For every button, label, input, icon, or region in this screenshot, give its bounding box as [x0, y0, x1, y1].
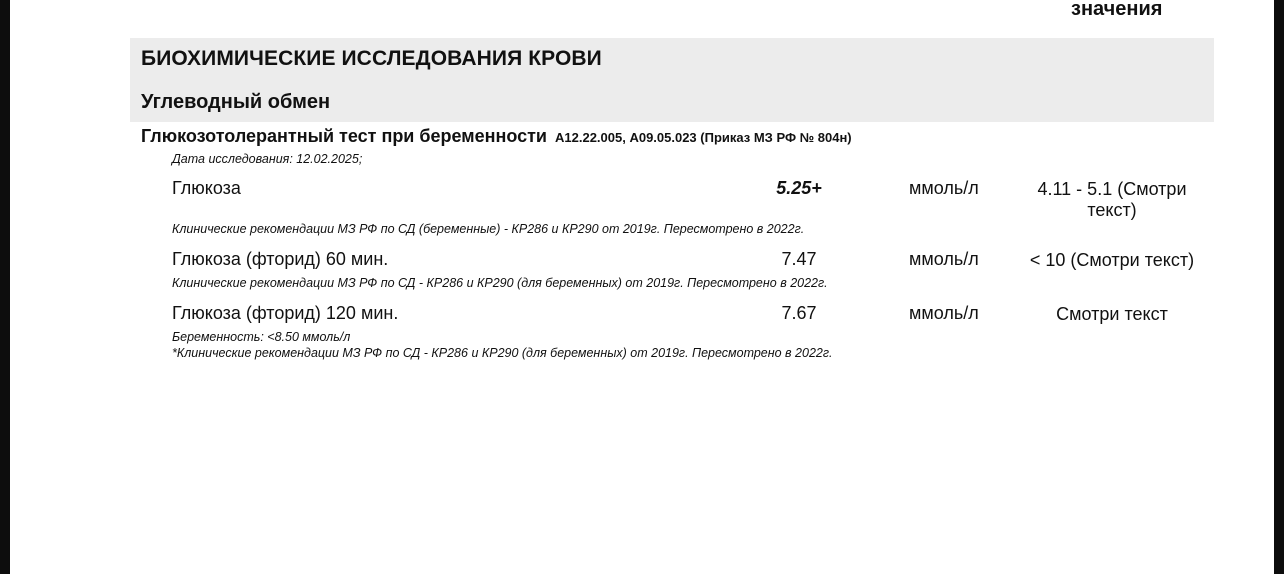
result-note-pregnancy: Беременность: <8.50 ммоль/л	[172, 330, 351, 344]
result-value-glucose-120: 7.67	[781, 303, 817, 323]
result-name-glucose: Глюкоза	[172, 178, 241, 198]
section-title: БИОХИМИЧЕСКИЕ ИССЛЕДОВАНИЯ КРОВИ	[141, 47, 602, 70]
result-unit-glucose-120: ммоль/л	[909, 303, 979, 323]
test-title-line	[141, 126, 852, 147]
document-page	[10, 0, 1274, 574]
result-value-glucose: 5.25+	[776, 178, 822, 198]
result-reference-glucose-60: < 10 (Смотри текст)	[1029, 250, 1195, 270]
result-value-glucose-60: 7.47	[781, 249, 817, 269]
result-note-glucose-60: Клинические рекомендации МЗ РФ по СД - КР286 и КР290 (для беременных) от 2019г. Пересмотрено в 2022г.	[172, 276, 828, 290]
study-date: Дата исследования: 12.02.2025;	[172, 152, 363, 166]
result-unit-glucose-60: ммоль/л	[909, 249, 979, 269]
result-name-glucose-120: Глюкоза (фторид) 120 мин.	[172, 303, 399, 323]
subsection-title: Углеводный обмен	[141, 91, 331, 113]
reference-column-header: значения	[1071, 0, 1163, 20]
result-unit-glucose: ммоль/л	[909, 178, 979, 198]
test-title: Глюкозотолерантный тест при беременности	[141, 126, 547, 146]
test-codes: А12.22.005, А09.05.023 (Приказ МЗ РФ № 804н)	[555, 130, 852, 145]
result-name-glucose-60: Глюкоза (фторид) 60 мин.	[172, 249, 389, 269]
result-note-glucose-120: *Клинические рекомендации МЗ РФ по СД - КР286 и КР290 (для беременных) от 2019г. Пересмотрено в 2022г.	[172, 346, 833, 360]
result-reference-glucose: 4.11 - 5.1 (Смотри текст)	[1037, 179, 1187, 220]
result-reference-glucose-120: Смотри текст	[1056, 304, 1168, 324]
result-note-glucose: Клинические рекомендации МЗ РФ по СД (беременные) - КР286 и КР290 от 2019г. Пересмотрено в 2022г.	[172, 222, 805, 236]
